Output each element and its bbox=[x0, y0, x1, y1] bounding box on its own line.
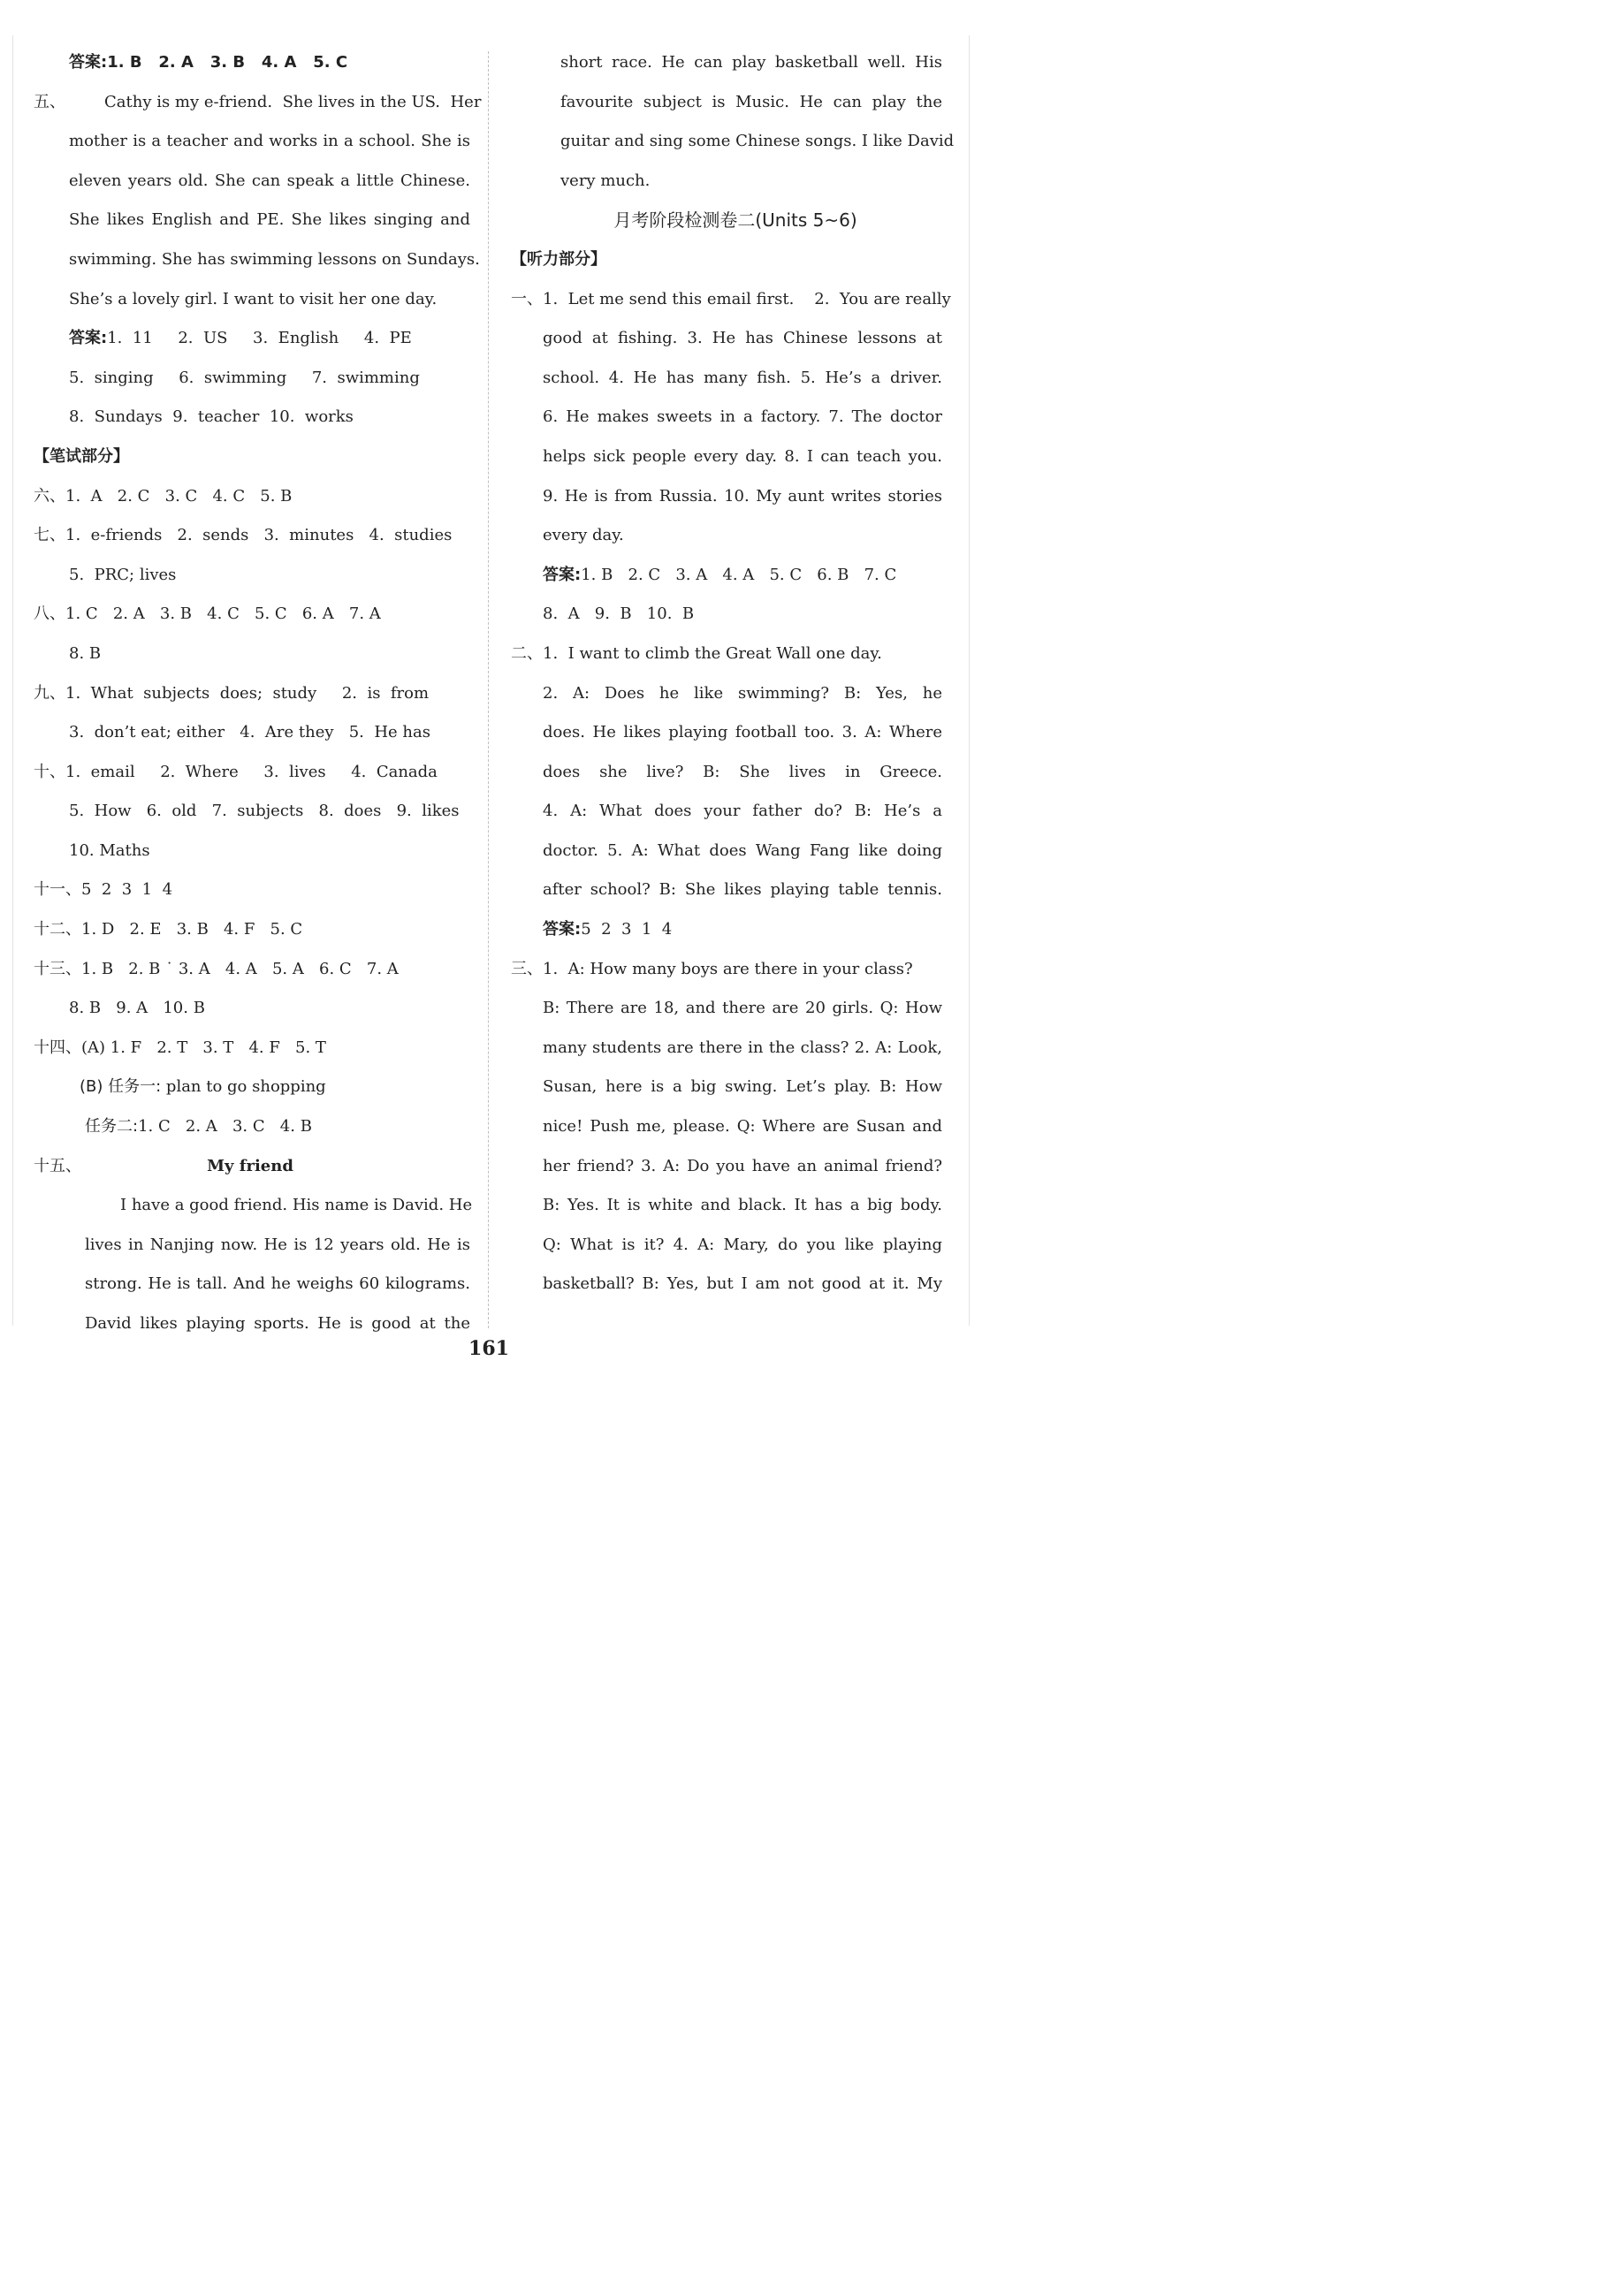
answer-items: 1. What subjects does; study 2. is from bbox=[65, 683, 430, 703]
answer-label: 答案: bbox=[543, 565, 582, 584]
answer-items: 5. How 6. old 7. subjects 8. does 9. likes bbox=[69, 802, 460, 821]
essay-line: very much. bbox=[560, 171, 651, 190]
script-line: nice! Push me, please. Q: Where are Susan and bbox=[543, 1117, 942, 1137]
answer-items: 5. singing 6. swimming 7. swimming bbox=[69, 368, 420, 387]
answer-items: 8. B 9. A 10. B bbox=[69, 999, 205, 1018]
essay-line: David likes playing sports. He is good at the bbox=[85, 1314, 470, 1333]
task-two-line bbox=[34, 1107, 470, 1147]
section-12-line bbox=[34, 910, 470, 950]
essay-line: short race. He can play basketball well. His bbox=[560, 53, 942, 72]
section-10-line bbox=[34, 753, 470, 793]
answer-items: 1. B 2. C 3. A 4. A 5. C 6. B 7. C bbox=[581, 565, 897, 584]
task-answer: plan to go shopping bbox=[165, 1077, 326, 1097]
section-1-line bbox=[511, 280, 951, 320]
answer-items: 5. PRC; lives bbox=[69, 565, 177, 584]
essay-line: Cathy is my e-friend. She lives in the US. Her bbox=[104, 92, 482, 111]
script-line: 6. He makes sweets in a factory. 7. The doctor bbox=[543, 407, 942, 427]
script-line: does. He likes playing football too. 3. A: Where bbox=[543, 723, 942, 742]
essay-line: strong. He is tall. And he weighs 60 kilograms. bbox=[85, 1274, 470, 1294]
essay-line: She’s a lovely girl. I want to visit her one day. bbox=[69, 289, 438, 308]
written-part-heading: 【笔试部分】 bbox=[34, 446, 129, 466]
section-marker: 五、 bbox=[34, 92, 65, 111]
script-line: doctor. 5. A: What does Wang Fang like doing bbox=[543, 840, 942, 860]
essay-line: favourite subject is Music. He can play the bbox=[560, 92, 942, 111]
script-line: Susan, here is a big swing. Let’s play. B: How bbox=[543, 1077, 942, 1097]
answer-items: 1. B 2. B ˙ 3. A 4. A 5. A 6. C 7. A bbox=[81, 959, 399, 978]
listening-part-heading: 【听力部分】 bbox=[511, 249, 606, 269]
section-6-line bbox=[34, 477, 470, 517]
script-line: good at fishing. 3. He has Chinese lessons at bbox=[543, 329, 942, 348]
answer-items: 1. e-friends 2. sends 3. minutes 4. studies bbox=[65, 526, 453, 545]
answer-items: 1. A 2. C 3. C 4. C 5. B bbox=[65, 486, 293, 506]
answer-items: 5 2 3 1 4 bbox=[81, 880, 173, 900]
answer-items: 8. Sundays 9. teacher 10. works bbox=[69, 407, 354, 427]
answer-label: 答案: bbox=[69, 329, 108, 348]
answer-line bbox=[34, 43, 470, 83]
section-marker: 十二、 bbox=[34, 920, 81, 939]
section-marker: 七、 bbox=[34, 526, 65, 545]
answer-items: 8. A 9. B 10. B bbox=[543, 604, 695, 624]
answer-line bbox=[34, 319, 470, 359]
essay-title: My friend bbox=[207, 1156, 293, 1175]
answer-label: 答案: bbox=[69, 53, 108, 72]
script-line: basketball? B: Yes, but I am not good at it. My bbox=[543, 1274, 942, 1294]
section-marker: 八、 bbox=[34, 604, 65, 624]
left-column bbox=[34, 43, 482, 1344]
test-title: 月考阶段检测卷二(Units 5~6) bbox=[613, 209, 857, 232]
section-marker: 十、 bbox=[34, 762, 65, 781]
section-marker: 十三、 bbox=[34, 959, 81, 978]
essay-line: lives in Nanjing now. He is 12 years old. He is bbox=[85, 1235, 470, 1254]
script-line: 9. He is from Russia. 10. My aunt writes stories bbox=[543, 486, 942, 506]
script-line: after school? B: She likes playing table tennis. bbox=[543, 880, 942, 900]
answer-items: 5 2 3 1 4 bbox=[581, 920, 673, 939]
answer-items: 1. D 2. E 3. B 4. F 5. C bbox=[81, 920, 303, 939]
essay-line: guitar and sing some Chinese songs. I like David bbox=[560, 132, 955, 151]
section-14-line bbox=[34, 1029, 470, 1068]
script-line: helps sick people every day. 8. I can teach you. bbox=[543, 446, 942, 466]
section-marker: 十五、 bbox=[34, 1156, 81, 1175]
essay-line: eleven years old. She can speak a little Chinese. bbox=[69, 171, 470, 190]
answer-line bbox=[511, 556, 942, 596]
section-marker: 三、 bbox=[511, 959, 543, 978]
answer-items: 1. C 2. A 3. C 4. B bbox=[138, 1117, 312, 1137]
section-2-line bbox=[511, 635, 942, 674]
script-line: 4. A: What does your father do? B: He’s a bbox=[543, 802, 942, 821]
essay-line: She likes English and PE. She likes singing and bbox=[69, 210, 470, 230]
answer-items: 1. C 2. A 3. B 4. C 5. C 6. A 7. A bbox=[65, 604, 381, 624]
script-line: her friend? 3. A: Do you have an animal friend? bbox=[543, 1156, 942, 1175]
section-marker: 六、 bbox=[34, 486, 65, 506]
answer-line bbox=[511, 910, 942, 950]
script-line: 1. Let me send this email first. 2. You are really bbox=[543, 289, 951, 308]
script-line: Q: What is it? 4. A: Mary, do you like playing bbox=[543, 1235, 942, 1254]
script-line: does she live? B: She lives in Greece. bbox=[543, 762, 942, 781]
section-15-line bbox=[34, 1147, 470, 1187]
column-divider bbox=[488, 51, 489, 1328]
essay-line: swimming. She has swimming lessons on Sundays. bbox=[69, 249, 480, 269]
page-edge-left bbox=[12, 35, 13, 1326]
answer-items: 1. B 2. A 3. B 4. A 5. C bbox=[107, 53, 348, 72]
answer-items: 3. don’t eat; either 4. Are they 5. He has bbox=[69, 723, 430, 742]
script-line: 1. A: How many boys are there in your class? bbox=[543, 959, 913, 978]
answer-items: 10. Maths bbox=[69, 840, 150, 860]
section-marker: 九、 bbox=[34, 683, 65, 703]
section-marker: 十四、 bbox=[34, 1038, 81, 1057]
script-line: B: There are 18, and there are 20 girls. Q: How bbox=[543, 999, 942, 1018]
task-label: 任务二: bbox=[85, 1117, 139, 1137]
answer-items: 8. B bbox=[69, 643, 102, 663]
script-line: 1. I want to climb the Great Wall one day. bbox=[543, 643, 882, 663]
page-edge-right bbox=[969, 35, 970, 1326]
section-7-line bbox=[34, 516, 470, 556]
script-line: B: Yes. It is white and black. It has a big body. bbox=[543, 1196, 942, 1215]
script-line: school. 4. He has many fish. 5. He’s a driver. bbox=[543, 368, 942, 387]
essay-line: I have a good friend. His name is David. He bbox=[120, 1196, 473, 1215]
answer-label: 答案: bbox=[543, 920, 582, 939]
section-marker: 一、 bbox=[511, 289, 543, 308]
task-one-line bbox=[34, 1068, 470, 1107]
section-8-line bbox=[34, 595, 470, 635]
section-3-line bbox=[511, 950, 942, 990]
script-line: 2. A: Does he like swimming? B: Yes, he bbox=[543, 683, 942, 703]
answer-key-page bbox=[0, 0, 978, 1378]
task-label: (B) 任务一: bbox=[80, 1077, 162, 1097]
section-13-line bbox=[34, 950, 470, 990]
essay-line: mother is a teacher and works in a school. She is bbox=[69, 132, 470, 151]
page-number: 161 bbox=[468, 1337, 509, 1360]
section-9-line bbox=[34, 674, 470, 714]
section-11-line bbox=[34, 871, 470, 910]
section-marker: 二、 bbox=[511, 643, 543, 663]
answer-items: (A) 1. F 2. T 3. T 4. F 5. T bbox=[81, 1038, 326, 1057]
script-line: many students are there in the class? 2. A: Look, bbox=[543, 1038, 942, 1057]
section-5-line bbox=[34, 83, 482, 123]
right-column bbox=[511, 43, 955, 1304]
answer-items: 1. 11 2. US 3. English 4. PE bbox=[107, 329, 412, 348]
script-line: every day. bbox=[543, 526, 624, 545]
answer-items: 1. email 2. Where 3. lives 4. Canada bbox=[65, 762, 438, 781]
section-marker: 十一、 bbox=[34, 880, 81, 900]
